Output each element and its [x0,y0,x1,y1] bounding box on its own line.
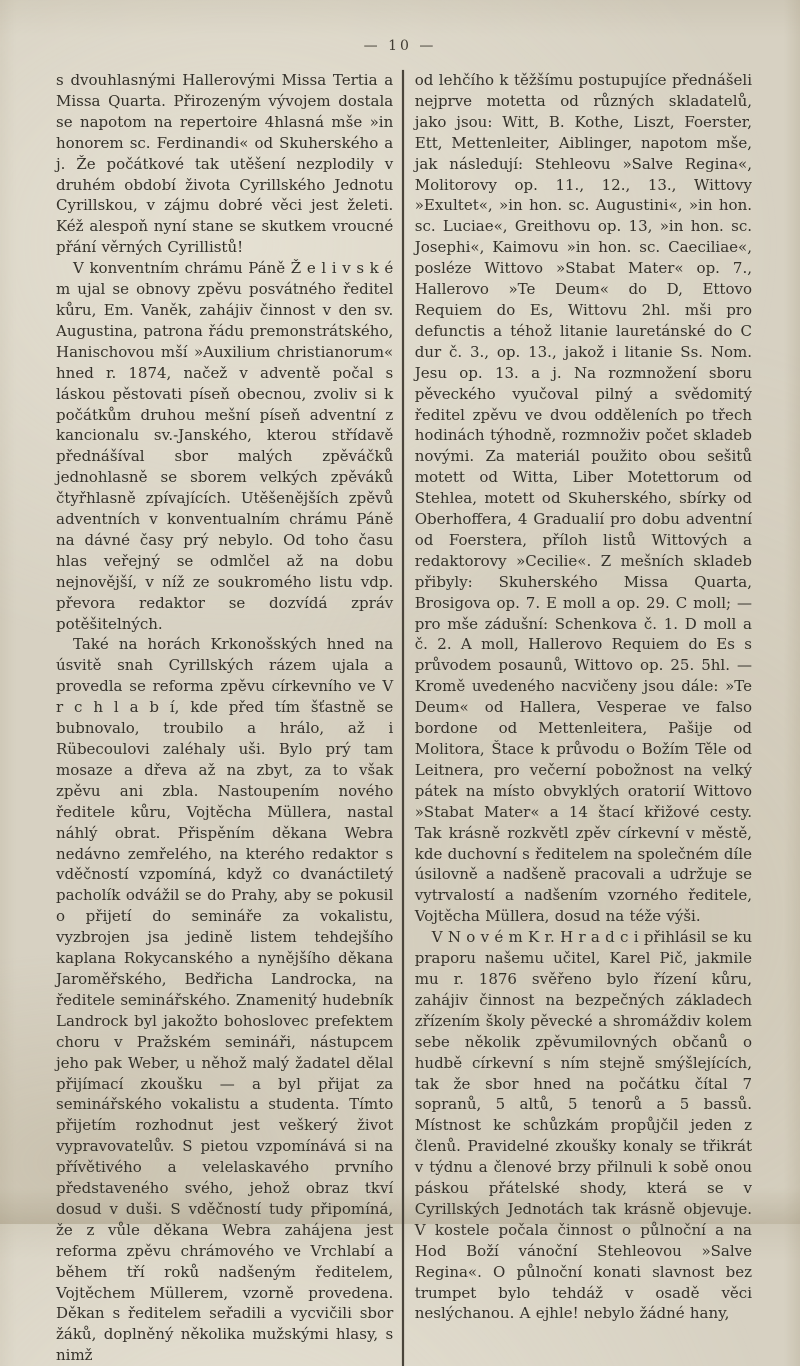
book-page [0,38,800,1365]
paragraph: V konventním chrámu Páně Ž e l i v s k é m ujal se obnovy zpěvu posvátného ředitel kůru, Em. Vaněk, zahájiv činnost v den sv. Augustina, patrona řádu premonstrátského, Hanischovou mší »Auxilium christianorum« hned r. 1874, načež v adventě počal s láskou pěstovati píseň obecnou, zvoliv si k počátkům druhou mešní píseň adventní z kancionalu sv.-Janského, kterou střídavě přednášíval sbor malých zpěváčků jednohlasně se sborem velkých zpěváků čtyřhlasně zpívajících. Utěšenějších zpěvů adventních v konventualním chrámu Páně na dávné časy prý nebylo. Od toho času hlas veřejný se odmlčel až na dobu nejnovější, v níž ze soukromého listu vdp. převora redaktor se dozvídá zpráv potěšitelných. [56,259,394,633]
text-columns [56,70,752,1366]
paragraph: s dvouhlasnými Hallerovými Missa Tertia a Missa Quarta. Přirozeným vývojem dostala se napotom na repertoire 4hlasná mše »in honorem sc. Ferdinandi« od Skuherského a j. Že počátkové tak utěšení nezplodily v druhém období života Cyrillského Jednotu Cyrillskou, v zájmu dobré věci jest želeti. Kéž alespoň nyní stane se skutkem vroucné přání věrných Cyrillistů! [56,71,394,257]
right-text-column [404,70,752,1366]
left-text-column [56,70,402,1366]
paragraph: od lehčího k těžšímu postupujíce přednášeli nejprve motetta od různých skladatelů, jako jsou: Witt, B. Kothe, Liszt, Foerster, Ett, Mettenleiter, Aiblinger, napotom mše, jak následují: Stehleovu »Salve Regina«, Molitorovy op. 11., 12., 13., Wittovy »Exultet«, »in hon. sc. Augustini«, »in hon. sc. Luciae«, Greithovu op. 13, »in hon. sc. Josephi«, Kaimovu »in hon. sc. Caeciliae«, posléze Wittovo »Stabat Mater« op. 7., Hallerovo »Te Deum« do D, Ettovo Requiem do Es, Wittovu 2hl. mši pro defunctis a téhož litanie lauretánské do C dur č. 3., op. 13., jakož i litanie Ss. Nom. Jesu op. 13. a j. Na rozmnožení sboru pěveckého vyučoval pilný a svědomitý ředitel zpěvu ve dvou odděleních po třech hodinách týhodně, rozmnoživ počet skladeb novými. Za materiál použito obou sešitů motett od Witta, Liber Motettorum od Stehlea, motett od Skuherského, sbírky od Oberhoffera, 4 Gradualií pro dobu adventní od Foerstera, příloh listů Wittových a redaktorovy »Cecilie«. Z mešních skladeb přibyly: Skuherského Missa Quarta, Brosigova op. 7. E moll a op. 29. C moll; — pro mše zádušní: Schenkova č. 1. D moll a č. 2. A moll, Hallerovo Requiem do Es s průvodem posaunů, Wittovo op. 25. 5hl. — Kromě uvedeného nacvičeny jsou dále: »Te Deum« od Hallera, Vesperae ve falso bordone od Mettenleitera, Pašije od Molitora, Štace k průvodu o Božím Těle od Leitnera, pro večerní pobožnost na velký pátek na místo obvyklých oratorií Wittovo »Stabat Mater« a 14 štací křižové cesty. Tak krásně rozkvětl zpěv církevní v městě, kde duchovní s ředitelem na společném díle úsilovně a nadšeně pracovali a udržuje se vytrvalostí a nadšením vzorného ředitele, Vojtěcha Müllera, dosud na téže výši. [414,71,753,926]
page-number: — 10 — [363,38,437,54]
paragraph: V N o v é m K r. H r a d c i přihlásil se ku praporu našemu učitel, Karel Pič, jakmile mu r. 1876 svěřeno bylo řízení kůru, zahájiv činnost na bezpečných základech zřízením školy pěvecké a shromáždiv kolem sebe několik zpěvumilovných občanů o hudbě církevní s ním stejně smýšlejících, tak že sbor hned na počátku čítal 7 sopranů, 5 altů, 5 tenorů a 5 bassů. Místnost ke schůzkám propůjčil jeden z členů. Pravidelné zkoušky konaly se třikrát v týdnu a členové brzy přilnuli k sobě onou páskou přátelské shody, která se v Cyrillských Jednotách tak krásně objevuje. V kostele počala činnost o půlnoční a na Hod Boží vánoční Stehleovou »Salve Regina«. O půlnoční konati slavnost bez trumpet bylo tehdáž v osadě věci neslýchanou. A ejhle! nebylo žádné hany, [414,928,752,1323]
paragraph: Také na horách Krkonošských hned na úsvitě snah Cyrillských rázem ujala a provedla se reforma zpěvu církevního ve V r c h l a b í, kde před tím šťastně se bubnovalo, troubilo a hrálo, až i Rübecoulovi zaléhaly uši. Bylo prý tam mosaze a dřeva až na zbyt, za to však zpěvu ani zbla. Nastoupením nového ředitele kůru, Vojtěcha Müllera, nastal náhlý obrat. Přispěním děkana Webra nedávno zemřelého, na kterého redaktor s vděčností vzpomíná, když co dvanáctiletý pacholík odvážil se do Prahy, aby se pokusil o přijetí do semináře za vokalistu, vyzbrojen jsa jedině listem tehdejšího kaplana Rokycanského a nynějšího děkana Jaroměřského, Bedřicha Landrocka, na ředitele seminářského. Znamenitý hudebník Landrock byl jakožto bohoslovec prefektem choru v Pražském semináři, nástupcem jeho pak Weber, u něhož malý žadatel dělal přijímací zkoušku — a byl přijat za seminářského vokalistu a studenta. Tímto přijetím rozhodnut jest veškerý život vypravovatelův. S pietou vzpomínává si na přívětivého a velelaskavého prvního představeného svého, jehož obraz tkví dosud v duši. S vděčností tudy připomíná, že z vůle děkana Webra zahájena jest reforma zpěvu chrámového ve Vrchlabí a během tří roků nadšeným ředitelem, Vojtěchem Müllerem, vzorně provedena. Děkan s ředitelem seřadili a vycvičili sbor žáků, doplněný několika mužskými hlasy, s nimž [56,635,394,1365]
